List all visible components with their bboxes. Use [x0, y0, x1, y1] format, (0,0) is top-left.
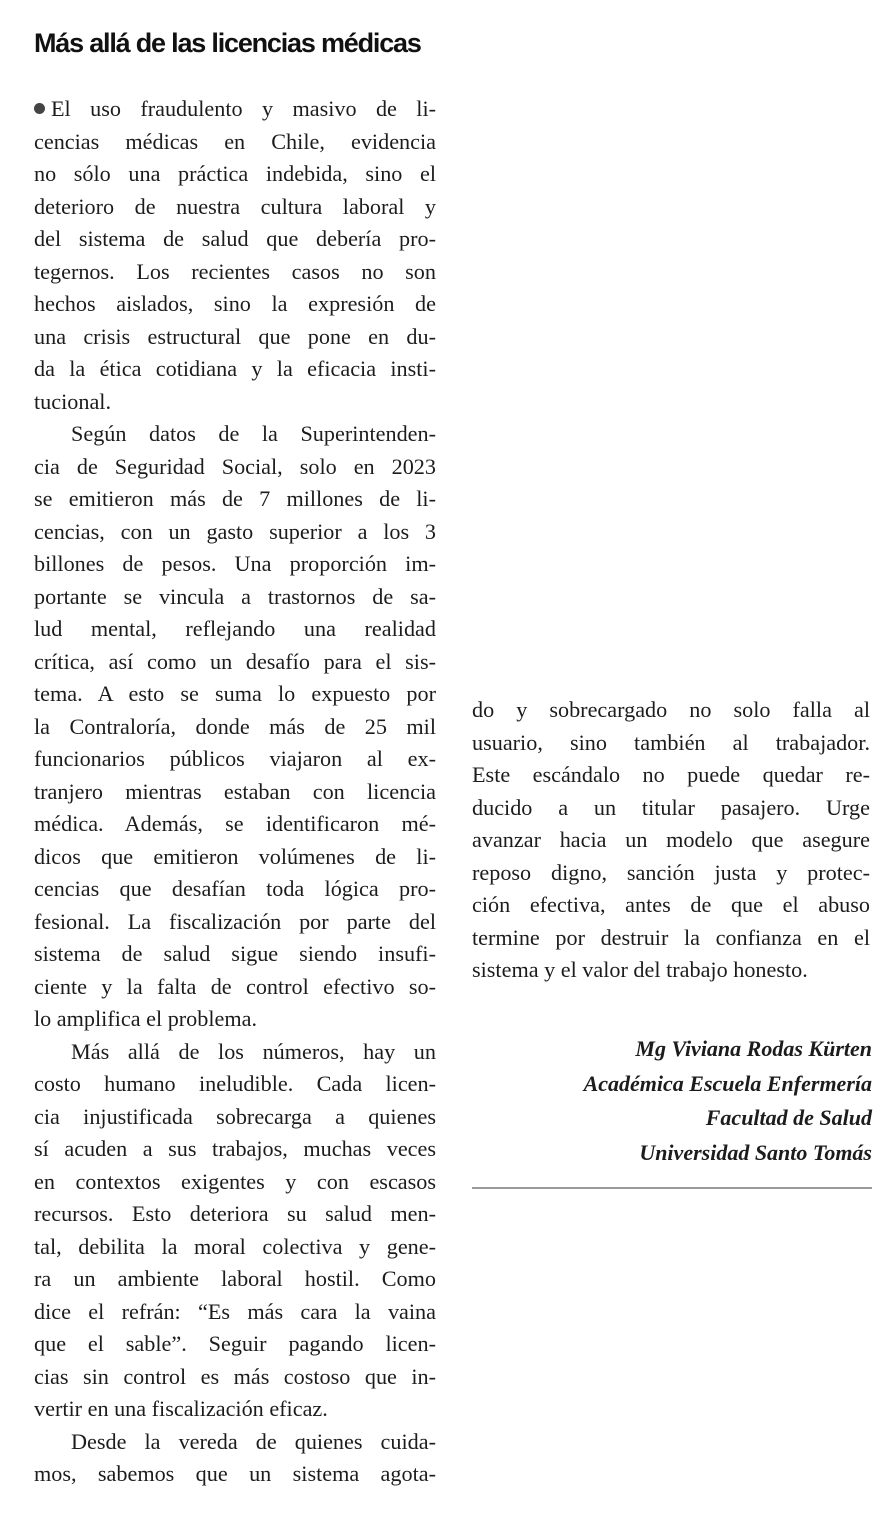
text-line: ra un ambiente laboral hostil. Como — [34, 1266, 436, 1291]
text-line: ducido a un titular pasajero. Urge — [472, 794, 870, 820]
text-line: ción efectiva, antes de que el abuso — [472, 892, 870, 917]
text-line: cencias que desafían toda lógica pro- — [34, 876, 436, 901]
text-line: cencias médicas en Chile, evidencia — [34, 128, 436, 154]
divider-rule — [472, 1187, 872, 1189]
text-line: tema. A esto se suma lo expuesto por — [34, 681, 436, 706]
paragraph-2 — [34, 418, 436, 1036]
text-line: El uso fraudulento y masivo de li- — [34, 93, 436, 126]
text-line: recursos. Esto deteriora su salud men- — [34, 1201, 436, 1226]
text-line: vertir en una fiscalización eficaz. — [34, 1396, 328, 1421]
author-university: Universidad Santo Tomás — [639, 1139, 872, 1165]
text-line: reposo digno, sanción justa y protec- — [472, 859, 870, 885]
text-line: dicos que emitieron volúmenes de li- — [34, 843, 436, 869]
text-line: cencias, con un gasto superior a los 3 — [34, 518, 436, 544]
text-line: sistema y el valor del trabajo honesto. — [472, 957, 808, 982]
text-line: médica. Además, se identificaron mé- — [34, 811, 436, 836]
paragraph-4 — [34, 1426, 436, 1491]
left-column — [34, 93, 436, 1491]
text-line: sistema de salud sigue siendo insufi- — [34, 941, 436, 966]
text-line: do y sobrecargado no solo falla al — [472, 697, 870, 722]
text-line: Según datos de la Superintenden- — [71, 421, 436, 446]
text-line: portante se vincula a trastornos de sa- — [34, 583, 436, 609]
author-signature — [584, 1032, 872, 1170]
text-line: lud mental, reflejando una realidad — [34, 616, 436, 641]
text-line: cia injustificada sobrecarga a quienes — [34, 1103, 436, 1129]
author-faculty: Facultad de Salud — [705, 1105, 872, 1130]
text-line: ciente y la falta de control efectivo so- — [34, 973, 436, 999]
paragraph-3 — [34, 1036, 436, 1426]
text-line: tal, debilita la moral colectiva y gene- — [34, 1233, 436, 1259]
text-line: hechos aislados, sino la expresión de — [34, 291, 436, 316]
right-column — [472, 694, 870, 987]
paragraph-5 — [472, 694, 870, 987]
bullet-icon — [34, 103, 45, 114]
text-line: la Contraloría, donde más de 25 mil — [34, 713, 436, 739]
text-line: costo humano ineludible. Cada licen- — [34, 1071, 436, 1096]
author-role: Académica Escuela Enfermería — [583, 1070, 872, 1096]
text-line: termine por destruir la confianza en el — [472, 924, 870, 950]
text-line: deterioro de nuestra cultura laboral y — [34, 193, 436, 219]
text-line: usuario, sino también al trabajador. — [472, 729, 870, 755]
text-line: se emitieron más de 7 millones de li- — [34, 486, 436, 511]
text-line: Más allá de los números, hay un — [71, 1038, 436, 1064]
text-line: no sólo una práctica indebida, sino el — [34, 161, 436, 186]
text-line: lo amplifica el problema. — [34, 1006, 258, 1031]
article-title: Más allá de las licencias médicas — [34, 28, 421, 58]
text-line: del sistema de salud que debería pro- — [34, 226, 436, 251]
text-line: cias sin control es más costoso que in- — [34, 1363, 436, 1389]
paragraph-1 — [34, 93, 436, 418]
text-line: billones de pesos. Una proporción im- — [34, 551, 436, 576]
author-name: Mg Viviana Rodas Kürten — [635, 1036, 872, 1061]
text-line: tegernos. Los recientes casos no son — [34, 258, 436, 284]
text-line: tucional. — [34, 388, 112, 414]
text-line: crítica, así como un desafío para el sis- — [34, 648, 436, 674]
text-line: Desde la vereda de quienes cuida- — [71, 1428, 436, 1454]
text-line: Este escándalo no puede quedar re- — [472, 762, 870, 787]
text-line: en contextos exigentes y con escasos — [34, 1168, 436, 1194]
text-line: mos, sabemos que un sistema agota- — [34, 1461, 436, 1486]
text-line: da la ética cotidiana y la eficacia insti- — [34, 356, 436, 381]
text-line: funcionarios públicos viajaron al ex- — [34, 746, 436, 771]
text-line: fesional. La fiscalización por parte del — [34, 908, 436, 934]
text-line: que el sable”. Seguir pagando licen- — [34, 1331, 436, 1356]
text-line: cia de Seguridad Social, solo en 2023 — [34, 453, 436, 479]
text-line: avanzar hacia un modelo que asegure — [472, 827, 870, 852]
text-line: dice el refrán: “Es más cara la vaina — [34, 1298, 436, 1324]
text-line: una crisis estructural que pone en du- — [34, 323, 436, 349]
text-line: tranjero mientras estaban con licencia — [34, 778, 436, 804]
text-line: sí acuden a sus trabajos, muchas veces — [34, 1136, 436, 1161]
